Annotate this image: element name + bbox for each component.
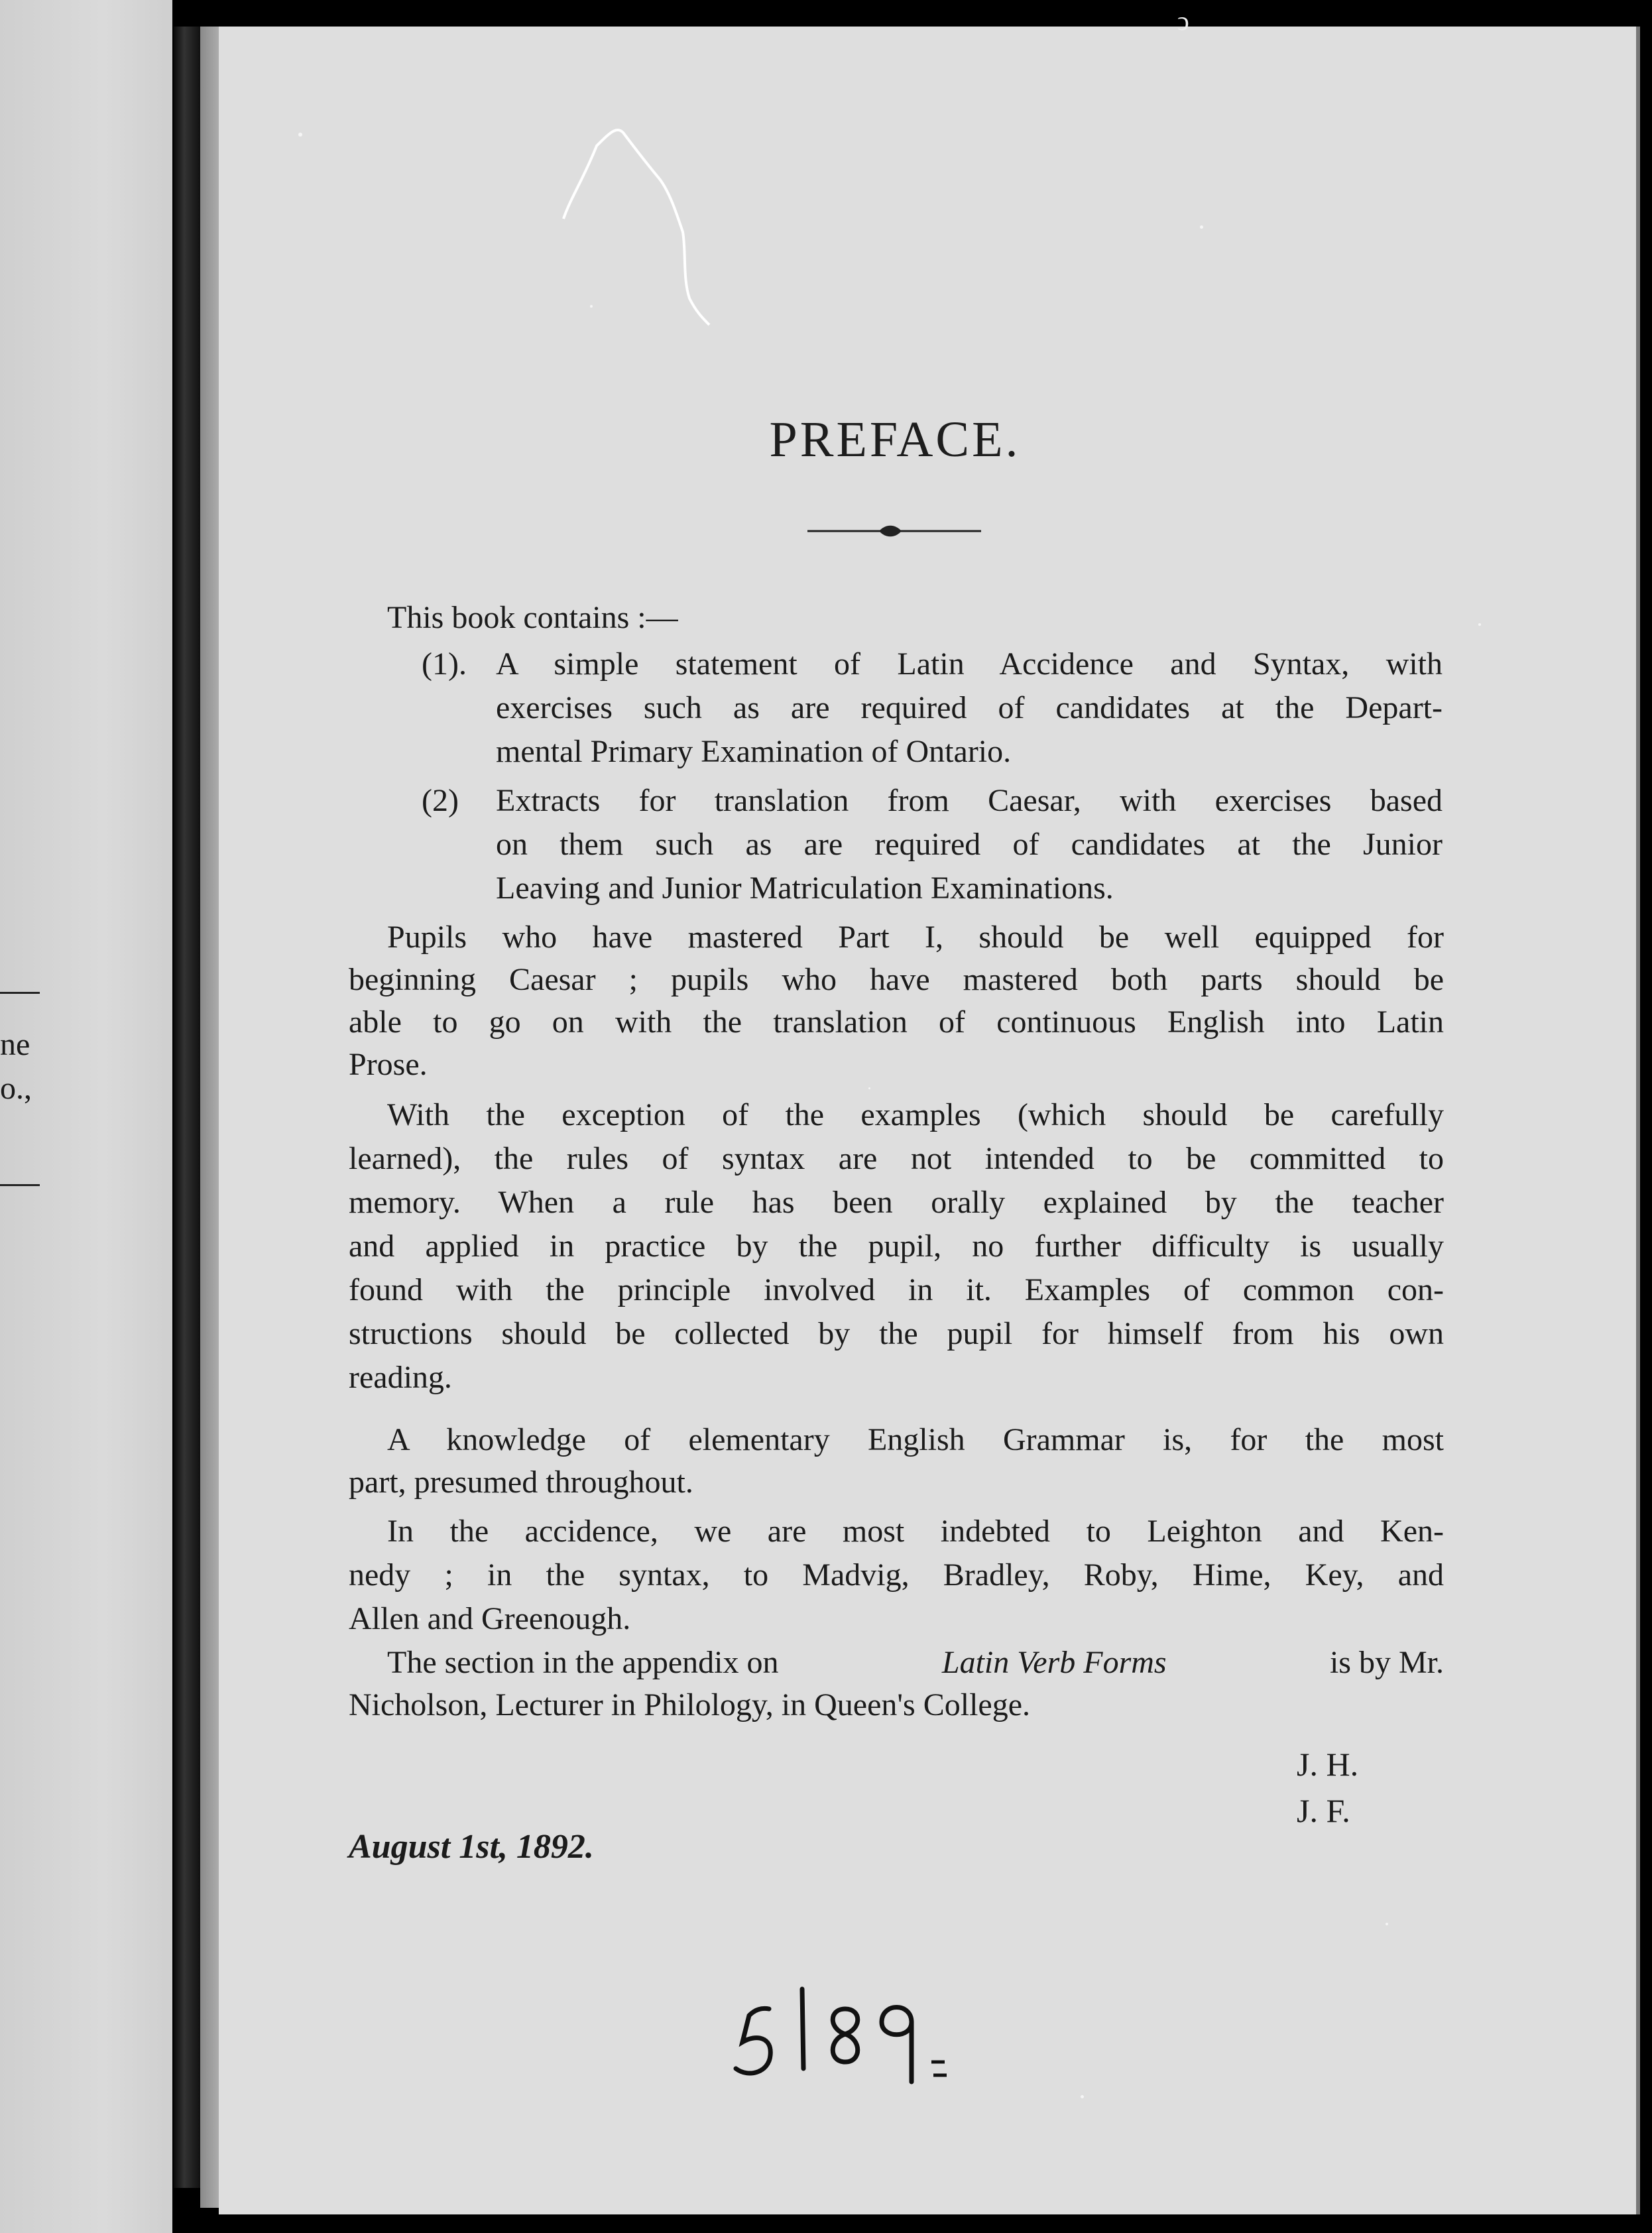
paragraph-line: beginning Caesar ; pupils who have mastered both parts should be xyxy=(349,962,1444,997)
paragraph-text: is by Mr. xyxy=(1329,1645,1444,1680)
paragraph-text: The section in the appendix on xyxy=(387,1645,779,1680)
list-item-number: (1). xyxy=(422,646,467,682)
left-page-text-fragment: ne xyxy=(0,1027,30,1062)
paragraph-line: Nicholson, Lecturer in Philology, in Queen's College. xyxy=(349,1687,1031,1722)
paragraph-line: Allen and Greenough. xyxy=(349,1601,631,1636)
paragraph-line: Pupils who have mastered Part I, should be well equipped for xyxy=(387,920,1444,955)
paragraph-line: part, presumed throughout. xyxy=(349,1465,693,1500)
list-item-line: Leaving and Junior Matriculation Examinations. xyxy=(496,871,1114,906)
handwritten-accession-number xyxy=(723,1962,961,2095)
list-item-line: Extracts for translation from Caesar, with exercises based xyxy=(496,783,1443,818)
italic-title: Latin Verb Forms xyxy=(941,1645,1167,1680)
signature-initials: J. F. xyxy=(1297,1792,1350,1829)
page-title: PREFACE. xyxy=(769,412,1021,467)
paragraph-line: Prose. xyxy=(349,1047,428,1082)
intro-line: This book contains :— xyxy=(387,600,678,635)
pencil-mark-decoration xyxy=(517,119,756,371)
signature-initials: J. H. xyxy=(1297,1746,1359,1783)
paragraph-line: found with the principle involved in it. Examples of common con- xyxy=(349,1272,1444,1307)
page-edge xyxy=(1636,27,1640,2214)
paragraph-line xyxy=(387,1642,1444,1684)
left-page-text-fragment: o., xyxy=(0,1071,32,1106)
paragraph-line: structions should be collected by the pupil for himself from his own xyxy=(349,1316,1444,1351)
left-page-rule xyxy=(0,1184,40,1186)
paragraph-line: memory. When a rule has been orally explained by the teacher xyxy=(349,1185,1444,1220)
paragraph-line: nedy ; in the syntax, to Madvig, Bradley, Roby, Hime, Key, and xyxy=(349,1557,1444,1593)
paragraph-line: and applied in practice by the pupil, no further difficulty is usually xyxy=(349,1229,1444,1264)
book-gutter xyxy=(174,27,200,2188)
paragraph-line: learned), the rules of syntax are not intended to be committed to xyxy=(349,1141,1444,1176)
corner-mark: ↄ xyxy=(1177,6,1189,36)
paragraph-line: able to go on with the translation of continuous English into Latin xyxy=(349,1004,1444,1040)
left-page-rule xyxy=(0,992,40,994)
ornament-divider xyxy=(807,521,981,541)
left-page-edge xyxy=(0,0,172,2233)
paragraph-line: reading. xyxy=(349,1360,452,1395)
list-item-number: (2) xyxy=(422,783,459,818)
paragraph-line: In the accidence, we are most indebted to Leighton and Ken- xyxy=(387,1514,1444,1549)
list-item-line: on them such as are required of candidates at the Junior xyxy=(496,827,1443,862)
list-item-line: A simple statement of Latin Accidence and Syntax, with xyxy=(496,646,1443,682)
paragraph-line: A knowledge of elementary English Grammar is, for the most xyxy=(387,1422,1444,1457)
list-item-line: mental Primary Examination of Ontario. xyxy=(496,734,1012,769)
paragraph-line: With the exception of the examples (which should be carefully xyxy=(387,1097,1444,1132)
list-item-line: exercises such as are required of candidates at the Depart- xyxy=(496,690,1443,725)
preface-date: August 1st, 1892. xyxy=(349,1828,594,1866)
